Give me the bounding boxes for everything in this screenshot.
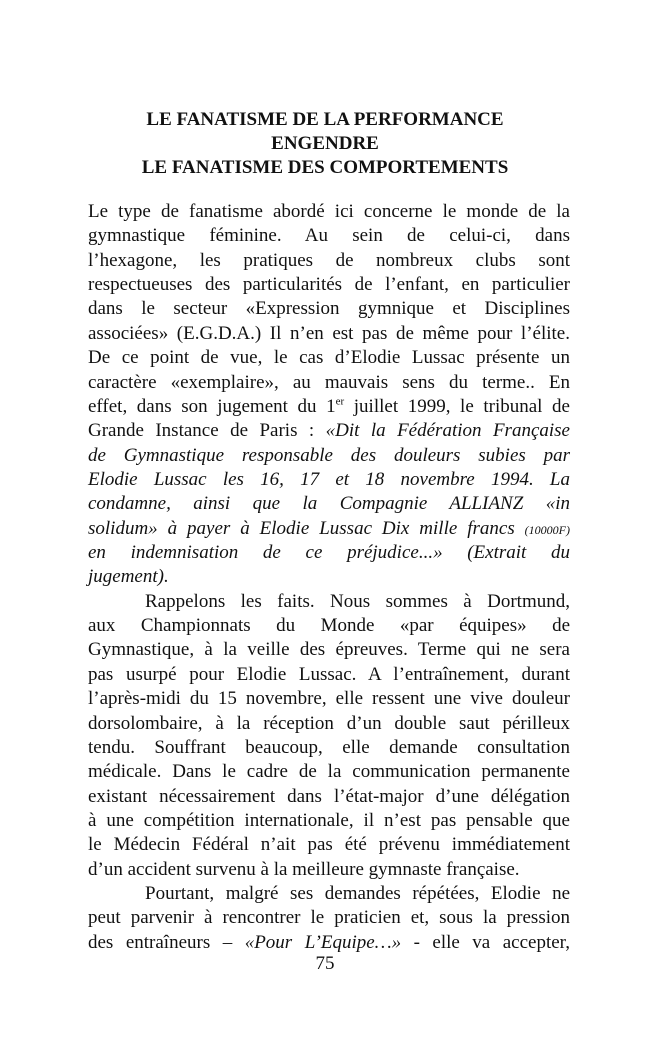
- text-segment: er: [335, 395, 345, 408]
- text-line: [88, 638, 570, 662]
- text-line: [88, 614, 570, 638]
- text-segment: associées» (E.G.D.A.) Il n’en est pas de même pour l’élite.: [88, 322, 570, 344]
- text-segment: caractère «exemplaire», au mauvais sens du terme.. En: [88, 371, 570, 393]
- text-line: [88, 395, 570, 419]
- text-segment: aux Championnats du Monde «par équipes» de: [88, 615, 570, 637]
- text-segment: tendu. Souffrant beaucoup, elle demande consultation: [88, 736, 570, 758]
- title-line: ENGENDRE: [271, 133, 379, 154]
- text-line: [88, 200, 570, 224]
- text-segment: dans le secteur «Expression gymnique et Disciplines: [88, 298, 570, 320]
- text-segment: de Gymnastique responsable des douleurs subies par: [88, 444, 570, 466]
- text-segment: le Médecin Fédéral n’ait pas été prévenu immédiatement: [88, 834, 570, 856]
- text-line: [88, 419, 570, 443]
- text-segment: gymnastique féminine. Au sein de celui-ci, dans: [88, 225, 570, 247]
- title-line: LE FANATISME DES COMPORTEMENTS: [141, 157, 509, 178]
- page-number: 75: [315, 953, 335, 974]
- text-line: [88, 371, 570, 395]
- text-segment: médicale. Dans le cadre de la communication permanente: [88, 761, 570, 783]
- text-segment: Elodie Lussac les 16, 17 et 18 novembre 1994. La: [88, 468, 570, 490]
- text-segment: juillet 1999, le tribunal de: [344, 395, 570, 417]
- text-line: [88, 687, 570, 711]
- text-segment: condamne, ainsi que la Compagnie ALLIANZ «in: [88, 493, 570, 515]
- text-segment: solidum» à payer à Elodie Lussac Dix mille francs: [88, 517, 525, 539]
- text-segment: des entraîneurs –: [88, 931, 245, 953]
- text-segment: Gymnastique, à la veille des épreuves. Terme qui ne sera: [88, 639, 570, 661]
- text-segment: (10000F): [524, 522, 570, 537]
- text-segment: respectueuses des particularités de l’enfant, en particulier: [88, 274, 570, 296]
- text-segment: d’un accident survenu à la meilleure gymnaste française.: [88, 858, 520, 880]
- text-line: [88, 809, 570, 833]
- text-segment: effet, dans son jugement du 1: [88, 395, 336, 417]
- text-segment: «Dit la Fédération Française: [325, 420, 570, 442]
- text-segment: l’hexagone, les pratiques de nombreux clubs sont: [88, 249, 570, 271]
- text-line: [88, 565, 570, 589]
- text-line: [88, 517, 570, 541]
- text-line: [88, 858, 570, 882]
- body-text: [88, 200, 570, 955]
- text-line: [88, 297, 570, 321]
- text-line: [88, 931, 570, 955]
- text-segment: existant nécessairement dans l’état-major d’une délégation: [88, 785, 570, 807]
- text-line: [88, 224, 570, 248]
- text-line: [88, 760, 570, 784]
- text-segment: «Pour L’Equipe…»: [244, 931, 402, 953]
- text-segment: l’après-midi du 15 novembre, elle ressent une vive douleur: [88, 688, 570, 710]
- text-segment: à une compétition internationale, il n’est pas pensable que: [88, 809, 570, 831]
- text-line: [88, 492, 570, 516]
- text-line: [88, 882, 570, 906]
- title-line: LE FANATISME DE LA PERFORMANCE: [146, 109, 504, 130]
- text-line: [88, 273, 570, 297]
- text-segment: peut parvenir à rencontrer le praticien et, sous la pression: [88, 907, 570, 929]
- text-segment: - elle va accepter,: [401, 931, 570, 953]
- text-line: [88, 590, 570, 614]
- text-line: [88, 468, 570, 492]
- text-line: [88, 833, 570, 857]
- text-segment: Le type de fanatisme abordé ici concerne le monde de la: [88, 201, 570, 222]
- text-segment: en indemnisation de ce préjudice...» (Extrait du: [88, 542, 570, 564]
- text-line: [88, 785, 570, 809]
- text-line: [88, 663, 570, 687]
- text-segment: Rappelons les faits. Nous sommes à Dortmund,: [145, 590, 570, 612]
- text-segment: dorsolombaire, à la réception d’un double saut périlleux: [88, 712, 570, 734]
- text-line: [88, 249, 570, 273]
- text-segment: Grande Instance de Paris :: [88, 420, 326, 442]
- text-line: [88, 712, 570, 736]
- text-line: [88, 322, 570, 346]
- text-segment: pas usurpé pour Elodie Lussac. A l’entraînement, durant: [88, 663, 570, 685]
- text-segment: jugement).: [88, 566, 169, 588]
- text-line: [88, 906, 570, 930]
- text-line: [88, 736, 570, 760]
- text-line: [88, 541, 570, 565]
- text-segment: Pourtant, malgré ses demandes répétées, Elodie ne: [145, 883, 570, 905]
- chapter-title: [0, 108, 650, 180]
- text-line: [88, 444, 570, 468]
- text-line: [88, 346, 570, 370]
- text-segment: De ce point de vue, le cas d’Elodie Lussac présente un: [88, 347, 570, 369]
